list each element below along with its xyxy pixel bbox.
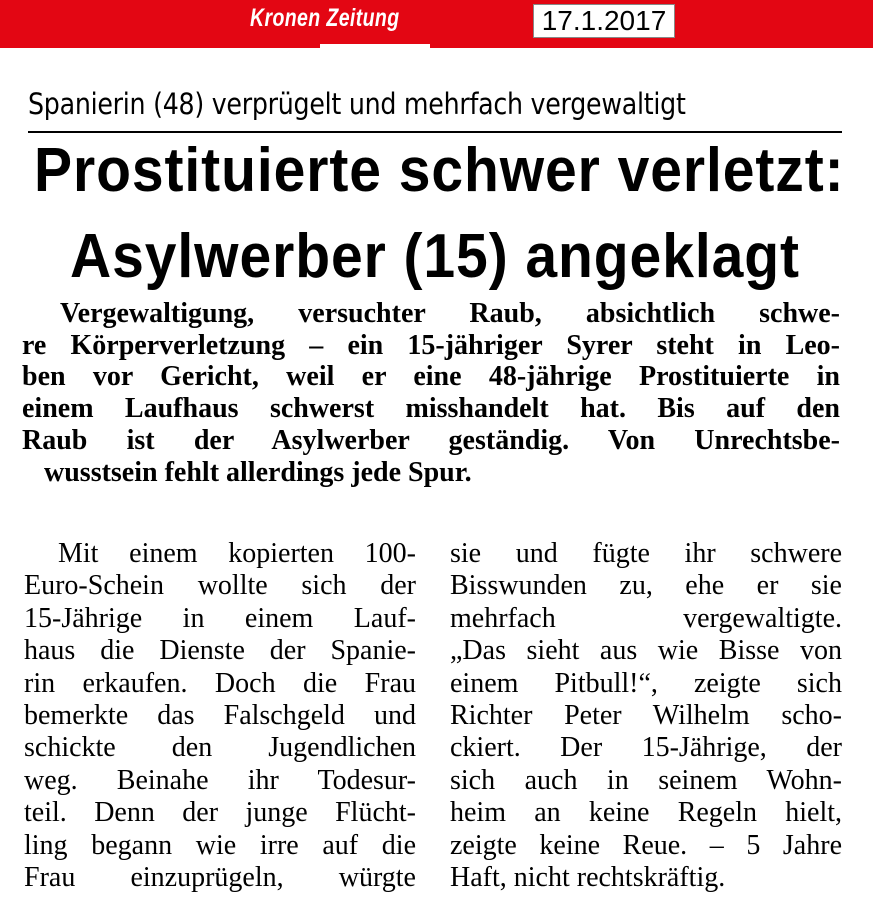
body-line: schickte den Jugendlichen <box>24 732 416 764</box>
body-line: einem Pitbull!“, zeigte sich <box>450 667 842 699</box>
body-line: heim an keine Regeln hielt, <box>450 797 842 829</box>
body-line: sich auch in seinem Wohn- <box>450 764 842 796</box>
masthead-divider <box>0 44 873 48</box>
body-line: „Das sieht aus wie Bisse von <box>450 635 842 667</box>
article-kicker: Spanierin (48) verprügelt und mehrfach vergewaltigt <box>28 87 686 121</box>
body-line: Haft, nicht rechtskräftig. <box>450 862 726 894</box>
body-line: teil. Denn der junge Flücht- <box>24 797 416 829</box>
body-line: mehrfach vergewaltigte. <box>450 602 842 634</box>
body-line: zeigte keine Reue. – 5 Jahre <box>450 829 842 861</box>
body-line: bemerkte das Falschgeld und <box>24 700 416 732</box>
body-line: rin erkaufen. Doch die Frau <box>24 667 416 699</box>
lead-line: einem Laufhaus schwerst misshandelt hat. Bis auf den <box>22 393 840 425</box>
body-line: ling begann wie irre auf die <box>24 829 416 861</box>
body-line: Bisswunden zu, ehe er sie <box>450 570 842 602</box>
body-line: weg. Beinahe ihr Todesur- <box>24 764 416 796</box>
newspaper-logo: Kronen Zeitung <box>250 4 400 32</box>
kicker-underline <box>28 131 842 133</box>
body-column-right <box>450 538 842 894</box>
publication-date: 17.1.2017 <box>533 4 675 38</box>
body-line: Richter Peter Wilhelm scho- <box>450 700 842 732</box>
lead-line: re Körperverletzung – ein 15-jähriger Syrer steht in Leo- <box>22 329 840 361</box>
body-line: haus die Dienste der Spanie- <box>24 635 416 667</box>
body-line: Frau einzuprügeln, würgte <box>24 862 416 894</box>
body-column-left <box>24 538 416 894</box>
body-line: ckiert. Der 15-Jährige, der <box>450 732 842 764</box>
lead-line: ben vor Gericht, weil er eine 48-jährige Prostituierte in <box>22 361 840 393</box>
body-line: Euro-Schein wollte sich der <box>24 570 416 602</box>
lead-line: Vergewaltigung, versuchter Raub, absichtlich schwe- <box>60 298 840 329</box>
article-lead <box>22 298 840 488</box>
lead-line: wusstsein fehlt allerdings jede Spur. <box>44 456 472 488</box>
body-line: 15-Jährige in einem Lauf- <box>24 602 416 634</box>
body-line: sie und fügte ihr schwere <box>450 538 842 569</box>
headline-line-2: Asylwerber (15) angeklagt <box>70 222 800 291</box>
headline-line-1: Prostituierte schwer verletzt: <box>34 136 845 205</box>
body-line: Mit einem kopierten 100- <box>58 538 416 569</box>
masthead-bar <box>0 0 873 48</box>
lead-line: Raub ist der Asylwerber geständig. Von Unrechtsbe- <box>22 424 840 456</box>
